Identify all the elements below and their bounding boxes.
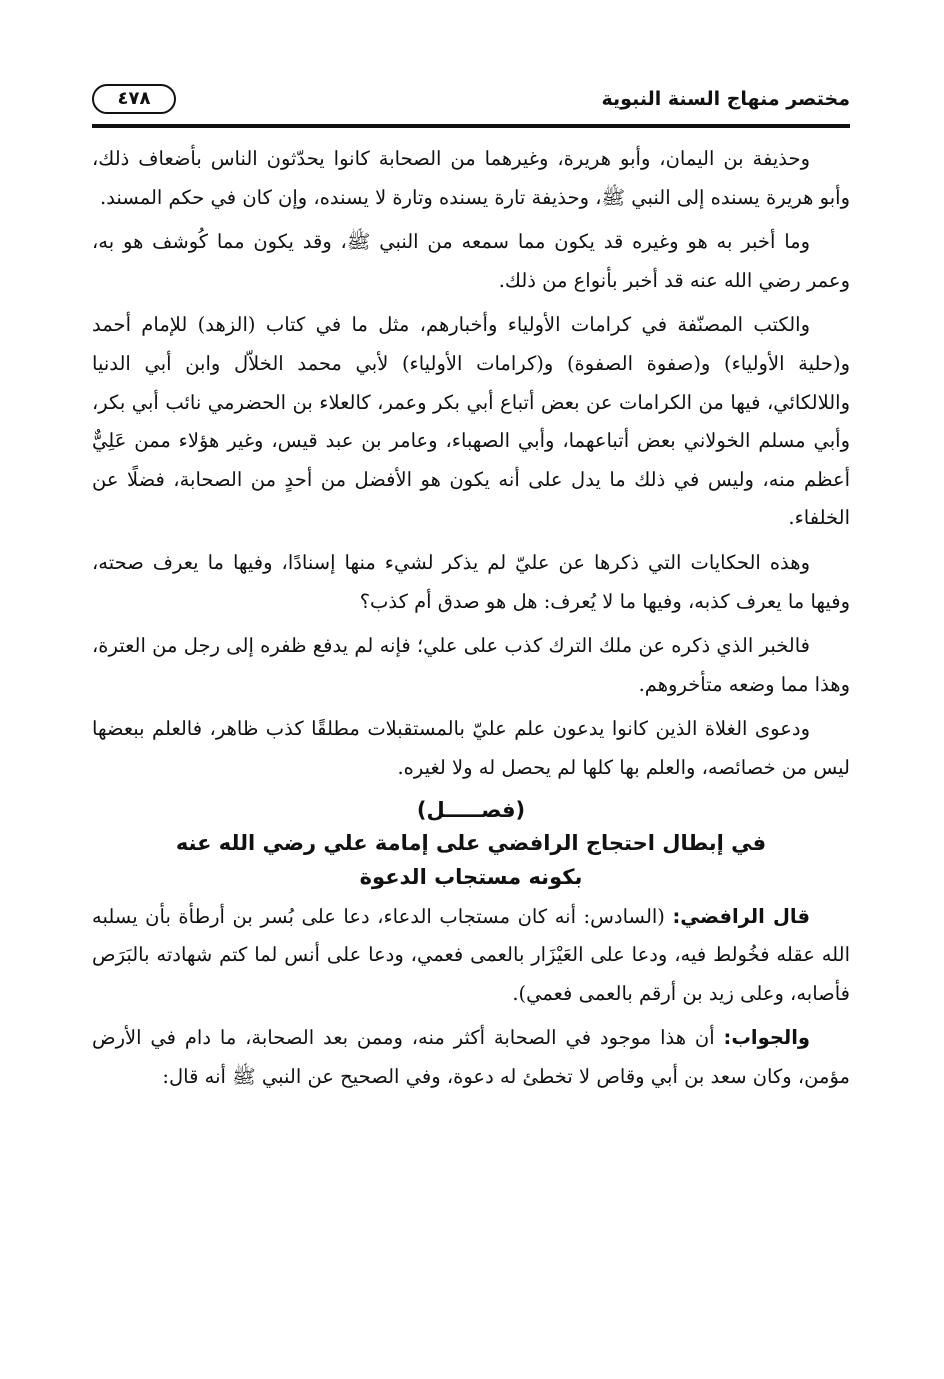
paragraph: ودعوى الغلاة الذين كانوا يدعون علم عليّ بالمستقبلات مطلقًا كذب ظاهر، فالعلم ببعضها ليس من خصائصه، والعلم بها كلها لم يحصل له ولا لغيره. xyxy=(92,717,850,779)
page-number-badge: ٤٧٨ xyxy=(92,84,176,114)
paragraph: وما أخبر به هو وغيره قد يكون مما سمعه من النبي ﷺ، وقد يكون مما كُوشف هو به، وعمر رضي الله عنه قد أخبر بأنواع من ذلك. xyxy=(92,230,850,292)
paragraph: والكتب المصنّفة في كرامات الأولياء وأخبارهم، مثل ما في كتاب (الزهد) للإمام أحمد و(حلية الأولياء) و(صفوة الصفوة) و(كرامات الأولياء) لأبي محمد الخلاّل وابن أبي الدنيا واللالكائي، فيها من الكرامات عن بعض أتباع أبي بكر وعمر، كالعلاء بن الحضرمي نائب أبي بكر، وأبي مسلم الخولاني بعض أتباعهما، وأبي الصهباء، وعامر بن عبد قيس، وغير هؤلاء ممن عَلِيٌّ أعظم منه، وليس في ذلك ما يدل على أنه يكون هو الأفضل من أحدٍ من الصحابة، فضلًا عن الخلفاء. xyxy=(92,313,850,530)
paragraph: قال الرافضي: (السادس: أنه كان مستجاب الدعاء، دعا على بُسر بن أرطأة بأن يسلبه الله عقله فخُولط فيه، ودعا على العَيْزَار بالعمى فعمي، ودعا على أنس لما كتم شهادته بالبَرَص فأصابه، وعلى زيد بن أرقم بالعمى فعمي). xyxy=(92,904,850,1005)
page-header xyxy=(92,84,850,120)
page-body xyxy=(92,140,850,1102)
paragraph-lead: قال الرافضي: xyxy=(672,904,810,928)
paragraph: والجواب: أن هذا موجود في الصحابة أكثر منه، وممن بعد الصحابة، ما دام في الأرض مؤمن، وكان سعد بن أبي وقاص لا تخطئ له دعوة، وفي الصحيح عن النبي ﷺ أنه قال: xyxy=(92,1026,850,1088)
section-title-line-2: بكونه مستجاب الدعوة xyxy=(359,864,583,889)
section-title-line-1: في إبطال احتجاج الرافضي على إمامة علي رضي الله عنه xyxy=(175,830,767,855)
section-label: (فصـــــل) xyxy=(416,797,526,822)
header-rule xyxy=(92,124,850,128)
paragraph: فالخبر الذي ذكره عن ملك الترك كذب على علي؛ فإنه لم يدفع ظفره إلى رجل من العترة، وهذا مما وضعه متأخروهم. xyxy=(92,634,850,696)
paragraph-lead: والجواب: xyxy=(723,1026,810,1050)
paragraph: وحذيفة بن اليمان، وأبو هريرة، وغيرهما من الصحابة كانوا يحدّثون الناس بأضعاف ذلك، وأبو هريرة يسنده إلى النبي ﷺ، وحذيفة تارة يسنده وتارة لا يسنده، وإن كان في حكم المسند. xyxy=(92,147,850,209)
running-title: مختصر منهاج السنة النبوية xyxy=(601,88,850,110)
section-heading xyxy=(92,794,850,894)
paragraph: وهذه الحكايات التي ذكرها عن عليّ لم يذكر لشيء منها إسنادًا، وفيها ما يعرف صحته، وفيها ما يعرف كذبه، وفيها ما لا يُعرف: هل هو صدق أم كذب؟ xyxy=(92,550,850,613)
